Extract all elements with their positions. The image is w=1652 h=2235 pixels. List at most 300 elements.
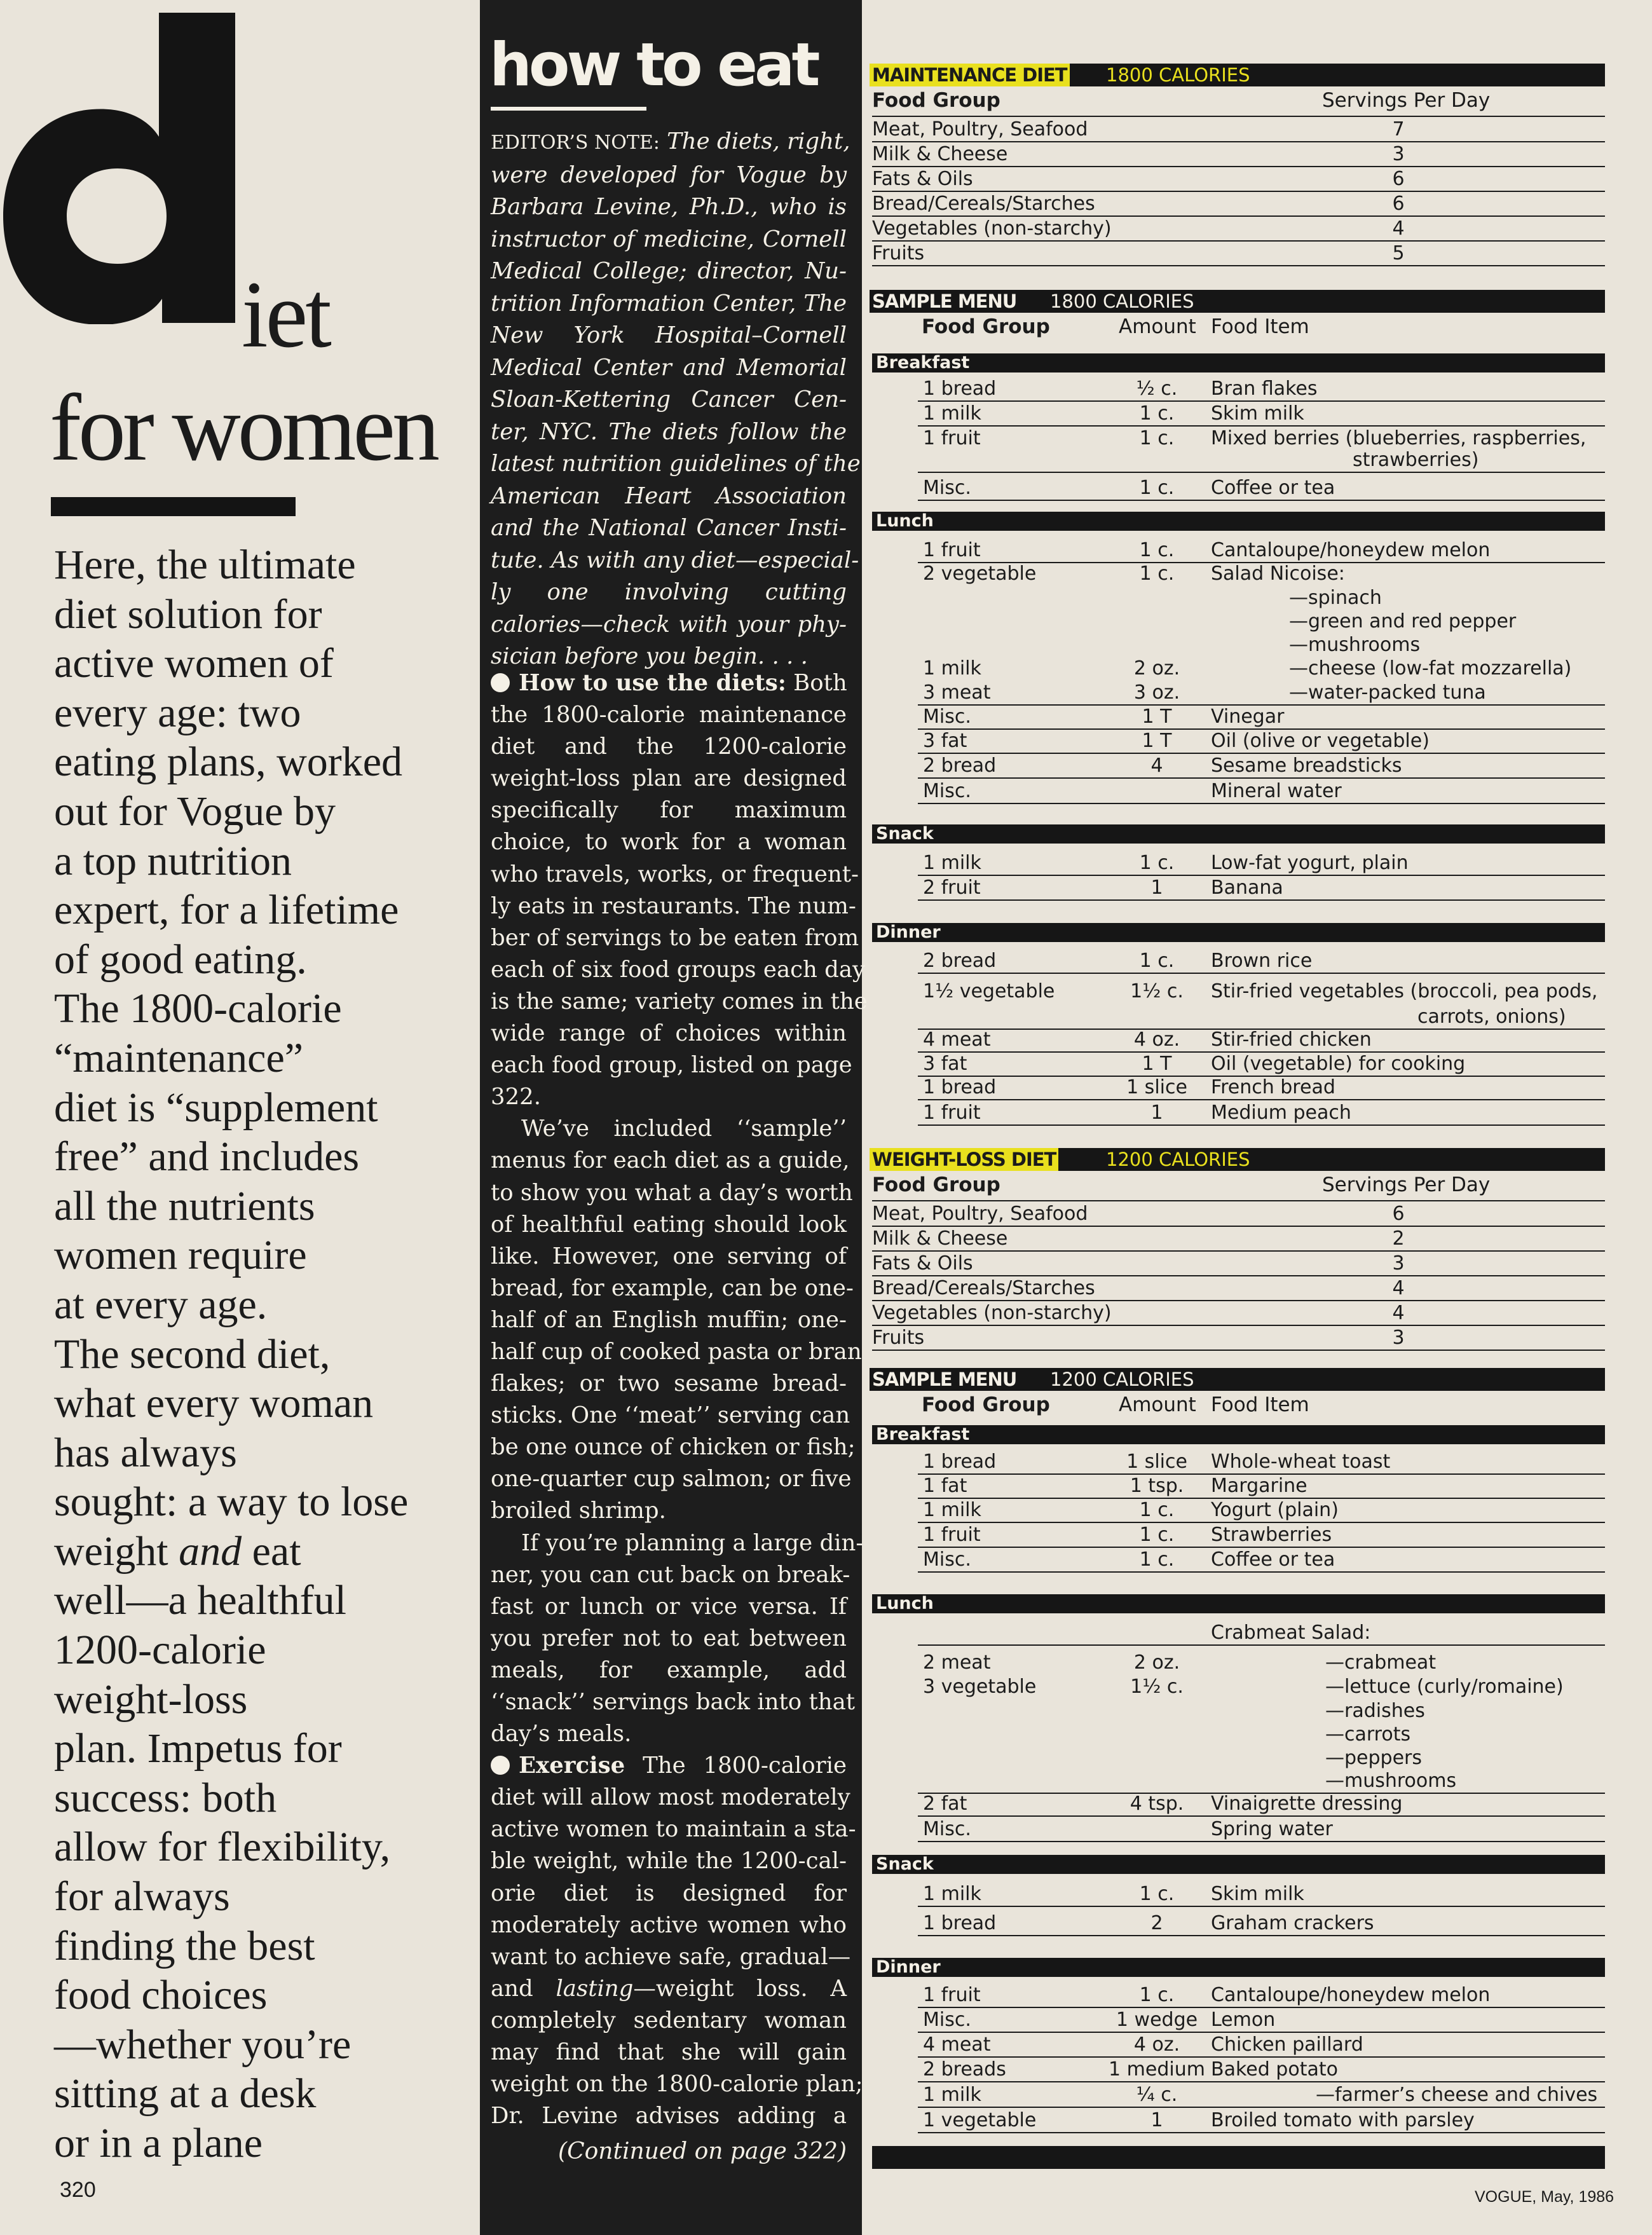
food-group-cell: 3 meat <box>923 681 991 704</box>
amount-cell: 1 c. <box>1139 1883 1175 1905</box>
servings-cell: 2 <box>1392 1227 1405 1250</box>
sample1800-title: SAMPLE MENU <box>872 290 1017 312</box>
row-rule <box>872 1275 1605 1276</box>
intro-text <box>54 540 474 2168</box>
amount-cell: 1 c. <box>1139 852 1175 874</box>
food-item-cell: —carrots <box>1325 1723 1411 1746</box>
food-group-cell: 4 meat <box>923 1029 991 1051</box>
meal-bar: Dinner <box>872 923 1605 942</box>
row-rule <box>918 973 1605 974</box>
body-line: meals, for example, add <box>491 1657 847 1683</box>
food-item-cell: Graham crackers <box>1211 1912 1374 1934</box>
row-rule <box>872 1250 1605 1252</box>
food-group-cell: Misc. <box>923 1548 971 1571</box>
sample1200-title: SAMPLE MENU <box>872 1369 1017 1390</box>
editors-note-line: calories—check with your phy- <box>491 611 847 638</box>
intro-line: out for Vogue by <box>54 788 336 835</box>
body-line: and lasting—weight loss. A <box>491 1975 847 2002</box>
body-line: active women to maintain a sta- <box>491 1816 856 1843</box>
intro-line: weight and eat <box>54 1528 301 1575</box>
food-group-cell: 1 milk <box>923 402 981 425</box>
food-item-cell: Sesame breadsticks <box>1211 755 1402 777</box>
amount-cell: 1 c. <box>1139 539 1175 561</box>
food-item-cell: Broiled tomato with parsley <box>1211 2109 1475 2131</box>
row-rule <box>918 899 1605 901</box>
food-group-cell: Milk & Cheese <box>872 1227 1008 1250</box>
row-rule <box>872 141 1605 142</box>
row-rule <box>918 1124 1605 1126</box>
row-rule <box>872 240 1605 242</box>
intro-line: “maintenance” <box>54 1034 304 1081</box>
food-group-cell: Fats & Oils <box>872 168 973 190</box>
row-rule <box>872 166 1605 167</box>
food-item-cell: Stir-fried vegetables (broccoli, pea pods, <box>1211 980 1598 1002</box>
sample1200-calories: 1200 CALORIES <box>1050 1369 1194 1390</box>
editors-note-line: and the National Cancer Insti- <box>491 515 847 541</box>
amount-cell: 1 c. <box>1139 402 1175 425</box>
amount-header: Amount <box>1119 315 1196 338</box>
intro-line: every age: two <box>54 689 301 736</box>
food-item-cell: —green and red pepper <box>1289 610 1517 632</box>
intro-line: all the nutrients <box>54 1182 315 1229</box>
maintenance-calories: 1800 CALORIES <box>1106 64 1250 86</box>
amount-cell: 1 c. <box>1139 950 1175 972</box>
body-line: broiled shrimp. <box>491 1498 666 1524</box>
food-group-cell: 1½ vegetable <box>923 980 1055 1002</box>
food-group-header: Food Group <box>922 1393 1050 1416</box>
intro-line: eating plans, worked <box>54 739 403 786</box>
intro-line: success: both <box>54 1774 277 1821</box>
food-item-cell: Baked potato <box>1211 2058 1338 2081</box>
body-line: moderately active women who <box>491 1911 847 1938</box>
row-rule <box>918 472 1605 473</box>
food-item-cell: Spring water <box>1211 1818 1333 1840</box>
body-line: you prefer not to eat between <box>491 1625 847 1651</box>
food-group-cell: Bread/Cereals/Starches <box>872 1277 1095 1299</box>
food-item-cell: Cantaloupe/honeydew melon <box>1211 539 1491 561</box>
body-line: We’ve included ‘‘sample’’ <box>521 1116 847 1142</box>
row-rule <box>872 1200 1605 1201</box>
body-line: ner, you can cut back on break- <box>491 1561 850 1588</box>
food-item-header: Food Item <box>1211 1393 1309 1416</box>
intro-line: for always <box>54 1873 230 1920</box>
row-rule <box>872 1226 1605 1227</box>
amount-cell: 1 <box>1150 2109 1163 2131</box>
body-line: ber of servings to be eaten from <box>491 924 859 951</box>
title-letter-d <box>0 6 242 324</box>
body-line: weight-loss plan are designed <box>491 765 847 792</box>
amount-cell: 1 c. <box>1139 427 1175 449</box>
row-rule <box>872 1300 1605 1301</box>
body-line: is the same; variety comes in the <box>491 988 868 1015</box>
food-group-cell: 1 vegetable <box>923 2109 1037 2131</box>
row-rule <box>918 777 1605 779</box>
row-rule <box>918 500 1605 501</box>
body-line: to show you what a day’s worth <box>491 1179 853 1206</box>
editors-note-line: Medical College; director, Nu- <box>491 258 847 284</box>
body-line: like. However, one serving of <box>491 1243 847 1269</box>
food-item-cell: Strawberries <box>1211 1524 1332 1546</box>
food-group-cell: 3 fat <box>923 1053 967 1075</box>
body-line: specifically for maximum <box>491 797 847 824</box>
servings-cell: 4 <box>1392 217 1405 240</box>
row-rule <box>918 1099 1605 1100</box>
row-rule <box>918 1571 1605 1573</box>
body-line: each of six food groups each day <box>491 956 866 983</box>
food-item-cell: Low-fat yogurt, plain <box>1211 852 1409 874</box>
intro-line: sought: a way to lose <box>54 1479 409 1526</box>
food-item-cell: Oil (vegetable) for cooking <box>1211 1053 1466 1075</box>
amount-cell: 1 T <box>1142 1053 1172 1075</box>
amount-cell: 1 T <box>1142 706 1172 728</box>
food-group-header: Food Group <box>922 315 1050 338</box>
food-group-cell: Misc. <box>923 1818 971 1840</box>
row-rule <box>918 2132 1605 2133</box>
food-group-cell: 2 meat <box>923 1651 991 1674</box>
continued-note: (Continued on page 322) <box>558 2138 847 2164</box>
intro-line: has always <box>54 1429 237 1476</box>
body-line: How to use the diets: Both <box>491 667 847 699</box>
food-item-cell: Salad Nicoise: <box>1211 563 1345 585</box>
sidebar-heading: how to eat <box>489 31 817 100</box>
intro-line: at every age. <box>54 1281 268 1328</box>
bullet-icon <box>491 1756 510 1775</box>
food-item-cell: Brown rice <box>1211 950 1313 972</box>
food-group-header: Food Group <box>872 89 1000 112</box>
amount-cell: 1 <box>1150 877 1163 899</box>
amount-cell: ½ c. <box>1136 378 1178 400</box>
food-group-cell: 2 breads <box>923 2058 1006 2081</box>
row-rule <box>918 2007 1605 2008</box>
amount-cell: 1 tsp. <box>1130 1475 1184 1497</box>
food-item-cell: Chicken paillard <box>1211 2033 1363 2056</box>
food-group-cell: Fruits <box>872 242 925 264</box>
amount-cell: 1 medium <box>1109 2058 1205 2081</box>
food-group-cell: Milk & Cheese <box>872 143 1008 165</box>
food-item-cell: Whole-wheat toast <box>1211 1451 1391 1473</box>
body-line: diet will allow most moderately <box>491 1784 850 1811</box>
food-group-cell: 1 fruit <box>923 1102 981 1124</box>
food-group-cell: 1 bread <box>923 1912 997 1934</box>
intro-line: The second diet, <box>54 1330 331 1377</box>
food-item-cell: Crabmeat Salad: <box>1211 1622 1371 1644</box>
food-item-cell: —mushrooms <box>1325 1770 1457 1792</box>
food-group-cell: 1 fruit <box>923 427 981 449</box>
intro-line: The 1800-calorie <box>54 985 342 1032</box>
intro-line: free” and includes <box>54 1133 360 1180</box>
food-group-cell: 3 fat <box>923 730 967 752</box>
intro-line: diet solution for <box>54 591 322 638</box>
food-group-cell: 1 milk <box>923 657 981 680</box>
food-item-cell: Yogurt (plain) <box>1211 1499 1339 1521</box>
food-item-cell: Coffee or tea <box>1211 1548 1335 1571</box>
food-group-cell: Fruits <box>872 1327 925 1349</box>
row-rule <box>918 2107 1605 2108</box>
row-rule <box>918 400 1605 402</box>
amount-cell: 4 tsp. <box>1130 1793 1184 1815</box>
food-group-cell: 1 milk <box>923 2084 981 2106</box>
intro-line: of good eating. <box>54 936 307 983</box>
food-item-cell: Lemon <box>1211 2009 1276 2031</box>
body-line: the 1800-calorie maintenance <box>491 702 847 728</box>
food-item-cell: —crabmeat <box>1325 1651 1437 1674</box>
servings-cell: 7 <box>1392 118 1405 140</box>
intro-line: weight-loss <box>54 1676 248 1723</box>
amount-cell: 1 T <box>1142 730 1172 752</box>
food-group-cell: Misc. <box>923 2009 971 2031</box>
editors-note-line: Sloan-Kettering Cancer Cen- <box>491 386 847 413</box>
intro-line: what every woman <box>54 1380 374 1427</box>
body-line: 322. <box>491 1084 542 1111</box>
food-item-cell: Cantaloupe/honeydew melon <box>1211 1984 1491 2006</box>
food-group-cell: Misc. <box>923 780 971 802</box>
food-item-cell: French bread <box>1211 1076 1335 1098</box>
meal-bar: Breakfast <box>872 1425 1605 1444</box>
amount-cell: 1 slice <box>1126 1451 1187 1473</box>
intro-line: or in a plane <box>54 2120 263 2166</box>
amount-cell: 2 <box>1150 1912 1163 1934</box>
row-rule <box>918 1547 1605 1548</box>
editors-note-line: ter, NYC. The diets follow the <box>491 418 847 445</box>
intro-line: expert, for a lifetime <box>54 887 399 934</box>
body-line: If you’re planning a large din- <box>521 1529 864 1556</box>
intro-line: sitting at a desk <box>54 2070 317 2117</box>
row-rule <box>918 875 1605 876</box>
servings-cell: 3 <box>1392 1327 1405 1349</box>
weightloss-title: WEIGHT-LOSS DIET <box>870 1148 1058 1171</box>
amount-cell: 4 oz. <box>1133 1029 1180 1051</box>
amount-cell: 4 <box>1150 755 1163 777</box>
amount-cell: 1 wedge <box>1116 2009 1198 2031</box>
row-rule <box>918 2032 1605 2033</box>
food-item-cell: —radishes <box>1325 1700 1425 1722</box>
body-line: Dr. Levine advises adding a <box>491 2103 847 2129</box>
amount-cell: 3 oz. <box>1133 681 1180 704</box>
servings-cell: 5 <box>1392 242 1405 264</box>
food-item-cell: Oil (olive or vegetable) <box>1211 730 1430 752</box>
row-rule <box>872 265 1605 266</box>
editors-note-line: instructor of medicine, Cornell <box>491 226 847 252</box>
editors-note <box>491 126 861 673</box>
editors-note-line: New York Hospital–Cornell <box>491 322 847 348</box>
row-rule <box>918 1522 1605 1523</box>
amount-cell: 1½ c. <box>1130 1676 1184 1698</box>
servings-cell: 6 <box>1392 168 1405 190</box>
food-item-cell: Medium peach <box>1211 1102 1351 1124</box>
food-item-cell: strawberries) <box>1353 449 1479 471</box>
food-group-cell: 1 bread <box>923 1076 997 1098</box>
title-iet: iet <box>242 262 329 367</box>
row-rule <box>918 1935 1605 1936</box>
row-rule <box>872 215 1605 217</box>
body-line: ble weight, while the 1200-cal- <box>491 1848 847 1875</box>
food-item-cell: —mushrooms <box>1289 634 1421 656</box>
food-item-header: Food Item <box>1211 315 1309 338</box>
food-group-cell: Misc. <box>923 706 971 728</box>
body-line: weight on the 1800-calorie plan; <box>491 2071 863 2098</box>
servings-cell: 4 <box>1392 1302 1405 1324</box>
editors-note-line: ly one involving cutting <box>491 579 847 605</box>
amount-cell: 1 c. <box>1139 563 1175 585</box>
food-group-cell: Fats & Oils <box>872 1252 973 1275</box>
food-group-cell: 1 bread <box>923 378 997 400</box>
intro-line: active women of <box>54 640 334 687</box>
body-line: flakes; or two sesame bread- <box>491 1370 847 1397</box>
amount-header: Amount <box>1119 1393 1196 1416</box>
food-group-cell: Bread/Cereals/Starches <box>872 193 1095 215</box>
food-group-cell: 1 milk <box>923 852 981 874</box>
food-group-cell: 2 bread <box>923 755 997 777</box>
amount-cell: 1 c. <box>1139 1984 1175 2006</box>
body-line: day’s meals. <box>491 1721 632 1747</box>
intro-line: 1200-calorie <box>54 1627 266 1674</box>
food-item-cell: —farmer’s cheese and chives <box>1316 2084 1598 2106</box>
sidebar-body-text <box>491 667 868 2132</box>
food-item-cell: Mixed berries (blueberries, raspberries, <box>1211 427 1587 449</box>
food-group-cell: Vegetables (non-starchy) <box>872 217 1112 240</box>
amount-cell: 1 c. <box>1139 1548 1175 1571</box>
food-item-cell: Vinegar <box>1211 706 1285 728</box>
body-line: who travels, works, or frequent- <box>491 861 859 887</box>
amount-cell: 1 c. <box>1139 1524 1175 1546</box>
row-rule <box>872 116 1605 117</box>
amount-cell: 1½ c. <box>1130 980 1184 1002</box>
body-line: choice, to work for a woman <box>491 829 847 856</box>
servings-cell: 4 <box>1392 1277 1405 1299</box>
maintenance-title: MAINTENANCE DIET <box>870 64 1070 86</box>
food-group-cell: Meat, Poultry, Seafood <box>872 118 1088 140</box>
meal-bar: Lunch <box>872 512 1605 531</box>
food-item-cell: Skim milk <box>1211 402 1304 425</box>
food-item-cell: Stir-fried chicken <box>1211 1029 1372 1051</box>
body-line: completely sedentary woman <box>491 2007 847 2033</box>
row-rule <box>918 425 1605 427</box>
row-rule <box>872 1350 1605 1351</box>
amount-cell: 2 oz. <box>1133 1651 1180 1674</box>
intro-line: plan. Impetus for <box>54 1725 342 1772</box>
intro-line: diet is “supplement <box>54 1084 378 1131</box>
food-item-cell: —lettuce (curly/romaine) <box>1325 1676 1564 1698</box>
food-group-cell: 1 fat <box>923 1475 967 1497</box>
servings-cell: 6 <box>1392 1203 1405 1225</box>
page-number: 320 <box>60 2178 96 2202</box>
intro-line: well—a healthful <box>54 1577 347 1624</box>
row-rule <box>872 1325 1605 1326</box>
amount-cell: 4 oz. <box>1133 2033 1180 2056</box>
body-line: half cup of cooked pasta or bran <box>491 1338 862 1365</box>
food-group-cell: 1 bread <box>923 1451 997 1473</box>
body-line: menus for each diet as a guide, <box>491 1147 850 1174</box>
body-line: ‘‘snack’’ servings back into that <box>491 1689 856 1715</box>
editors-note-line: latest nutrition guidelines of the <box>491 451 861 477</box>
servings-header: Servings Per Day <box>1322 89 1491 112</box>
meal-bar: Snack <box>872 1855 1605 1874</box>
food-group-cell: 1 fruit <box>923 1524 981 1546</box>
row-rule <box>918 1644 1605 1646</box>
food-group-cell: 2 bread <box>923 950 997 972</box>
row-rule <box>918 1906 1605 1907</box>
food-group-cell: Misc. <box>923 477 971 499</box>
editors-note-line: sician before you begin. . . . <box>491 643 808 669</box>
sample1800-calories: 1800 CALORIES <box>1050 290 1194 312</box>
row-rule <box>918 1841 1605 1842</box>
title-rule <box>51 497 296 516</box>
body-line: one-quarter cup salmon; or five <box>491 1466 852 1493</box>
intro-line: —whether you’re <box>54 2021 352 2068</box>
body-line: may find that she will gain <box>491 2039 847 2066</box>
food-item-cell: —water-packed tuna <box>1289 681 1486 704</box>
editors-note-line: trition Information Center, The <box>491 290 847 317</box>
footer-credit: VOGUE, May, 1986 <box>1475 2188 1614 2206</box>
body-line: be one ounce of chicken or fish; <box>491 1434 856 1461</box>
editors-note-line: tute. As with any diet—especial- <box>491 547 859 573</box>
editors-note-line: American Heart Association <box>491 482 847 509</box>
intro-line: a top nutrition <box>54 837 292 884</box>
food-group-cell: 4 meat <box>923 2033 991 2056</box>
body-line: diet and the 1200-calorie <box>491 734 847 760</box>
food-item-cell: —spinach <box>1289 587 1382 609</box>
intro-line: Here, the ultimate <box>54 542 356 588</box>
servings-cell: 6 <box>1392 193 1405 215</box>
food-item-cell: Bran flakes <box>1211 378 1318 400</box>
food-group-cell: 1 milk <box>923 1499 981 1521</box>
food-group-cell: 1 fruit <box>923 1984 981 2006</box>
body-line: orie diet is designed for <box>491 1880 847 1906</box>
food-item-cell: Mineral water <box>1211 780 1342 802</box>
food-item-cell: —cheese (low-fat mozzarella) <box>1289 657 1572 680</box>
food-group-cell: Meat, Poultry, Seafood <box>872 1203 1088 1225</box>
body-line: of healthful eating should look <box>491 1211 847 1238</box>
body-line: bread, for example, can be one- <box>491 1275 854 1301</box>
food-item-cell: Vinaigrette dressing <box>1211 1793 1403 1815</box>
bullet-icon <box>491 673 510 692</box>
row-rule <box>918 2081 1605 2082</box>
row-rule <box>918 753 1605 754</box>
sidebar-heading-rule <box>491 107 646 111</box>
amount-cell: 1 <box>1150 1102 1163 1124</box>
body-line: want to achieve safe, gradual— <box>491 1943 851 1970</box>
intro-line: finding the best <box>54 1922 315 1969</box>
servings-cell: 3 <box>1392 143 1405 165</box>
row-rule <box>918 803 1605 804</box>
food-group-cell: 2 fruit <box>923 877 981 899</box>
weightloss-calories: 1200 CALORIES <box>1106 1149 1250 1170</box>
amount-cell: ¼ c. <box>1136 2084 1178 2106</box>
body-line: each food group, listed on page <box>491 1052 852 1079</box>
intro-line: food choices <box>54 1972 268 2019</box>
meal-bar: Lunch <box>872 1594 1605 1613</box>
editors-note-line: Medical Center and Memorial <box>491 354 847 381</box>
intro-line: allow for flexibility, <box>54 1824 391 1871</box>
food-group-cell: 1 fruit <box>923 539 981 561</box>
body-line: fast or lunch or vice versa. If <box>491 1593 847 1620</box>
row-rule <box>918 2056 1605 2058</box>
editors-note-line: Barbara Levine, Ph.D., who is <box>491 194 847 220</box>
meal-bar: Snack <box>872 824 1605 844</box>
row-rule <box>918 1815 1605 1817</box>
editors-note-line: were developed for Vogue by <box>491 161 847 188</box>
body-line: wide range of choices within <box>491 1020 847 1047</box>
title-for-women: for women <box>50 375 437 481</box>
food-item-cell: Margarine <box>1211 1475 1307 1497</box>
food-item-cell: Coffee or tea <box>1211 477 1335 499</box>
intro-line: women require <box>54 1232 307 1279</box>
body-line: half of an English muffin; one- <box>491 1306 847 1333</box>
food-group-cell: 1 milk <box>923 1883 981 1905</box>
table-end-bar <box>872 2146 1605 2169</box>
amount-cell: 1 slice <box>1126 1076 1187 1098</box>
food-item-cell: —peppers <box>1325 1747 1423 1769</box>
